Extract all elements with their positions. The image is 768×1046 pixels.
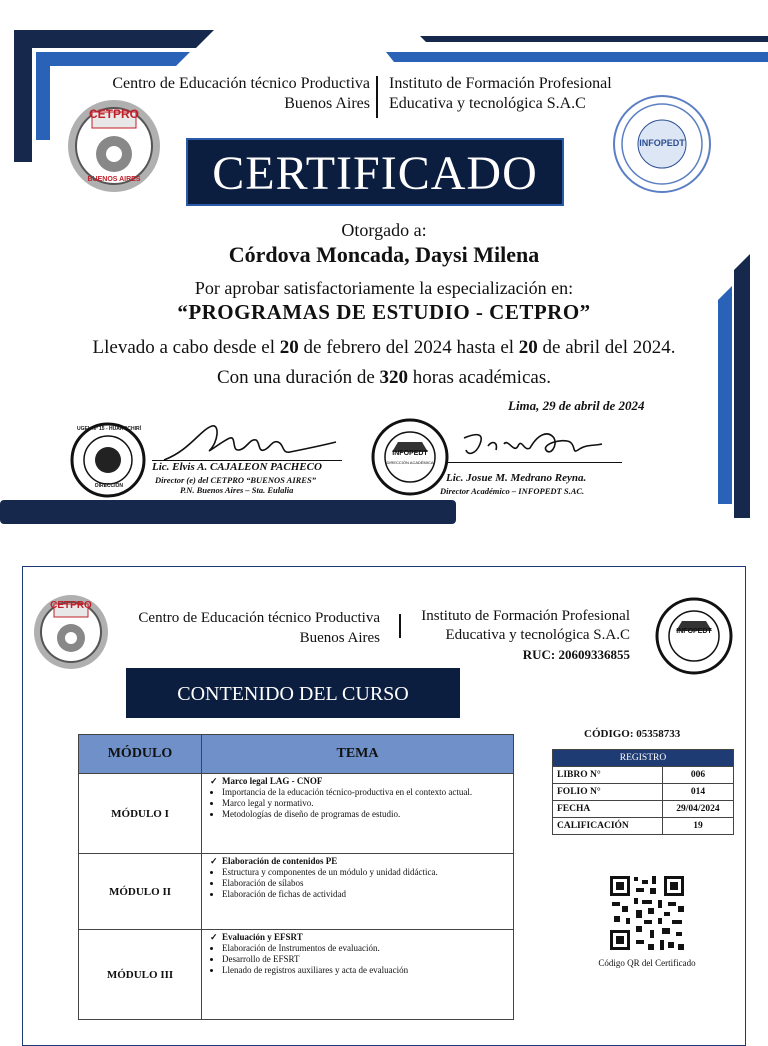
modules-table bbox=[78, 734, 514, 1020]
signature-2 bbox=[458, 424, 608, 464]
signer-1-location: P.N. Buenos Aires – Sta. Eulalia bbox=[180, 485, 294, 495]
table-row bbox=[553, 801, 734, 818]
institution-left-line1: Centro de Educación técnico Productiva bbox=[112, 75, 370, 92]
list-item: • Importancia de la educación técnico-productiva en el contexto actual. bbox=[222, 787, 505, 798]
institution-left-line2: Buenos Aires bbox=[284, 95, 370, 112]
content-institution-right-line1: Instituto de Formación Profesional bbox=[421, 608, 630, 624]
content-institution-left-line2: Buenos Aires bbox=[299, 630, 380, 646]
signature-line-2 bbox=[446, 462, 622, 463]
registry-label: FECHA bbox=[553, 801, 663, 818]
recipient-name: Córdova Moncada, Daysi Milena bbox=[228, 242, 540, 267]
topic-list bbox=[210, 787, 505, 820]
registry-value: 29/04/2024 bbox=[662, 801, 733, 818]
infopedt-stamp-small bbox=[654, 596, 734, 676]
course-content-title-box bbox=[126, 668, 460, 718]
institution-right-line1: Instituto de Formación Profesional bbox=[389, 75, 612, 92]
certificate-code: CÓDIGO: 05358733 bbox=[584, 728, 681, 740]
registry-value: 014 bbox=[662, 784, 733, 801]
registry-value: 19 bbox=[662, 818, 733, 835]
dates-text bbox=[0, 337, 768, 359]
certificate-title-box bbox=[186, 138, 564, 206]
infopedt-stamp-text: INFOPEDT bbox=[392, 450, 428, 457]
list-item: • Estructura y componentes de un módulo y unidad didáctica. bbox=[222, 867, 505, 878]
list-item: • Elaboración de fichas de actividad bbox=[222, 889, 505, 900]
certificate-title: CERTIFICADO bbox=[212, 147, 538, 200]
column-header-topic: TEMA bbox=[202, 735, 514, 774]
content-header-divider bbox=[399, 614, 401, 638]
registry-value: 006 bbox=[662, 767, 733, 784]
modules-table-header bbox=[79, 735, 514, 774]
duration-text bbox=[0, 367, 768, 389]
registry-label: LIBRO N° bbox=[553, 767, 663, 784]
institution-left bbox=[112, 74, 370, 114]
signer-2-role: Director Académico – INFOPEDT S.AC. bbox=[440, 486, 585, 496]
dates-post: de abril del 2024. bbox=[537, 337, 676, 358]
registry-table bbox=[552, 749, 734, 835]
list-item: • Metodologías de diseño de programas de estudio. bbox=[222, 809, 505, 820]
reason-text: Por aprobar satisfactoriamente la especialización en: bbox=[194, 278, 574, 298]
content-institution-left-line1: Centro de Educación técnico Productiva bbox=[138, 610, 380, 626]
cetpro-logo-subtext: BUENOS AIRES bbox=[87, 176, 141, 183]
header-divider bbox=[376, 76, 378, 118]
course-content-title: CONTENIDO DEL CURSO bbox=[177, 683, 409, 705]
list-item: • Marco legal y normativo. bbox=[222, 798, 505, 809]
awarded-to-label: Otorgado a: bbox=[341, 220, 427, 240]
infopedt-logo-text: INFOPEDT bbox=[639, 138, 685, 148]
ugel-stamp-text: UGEL Nº 15 - HUAROCHIRÍ bbox=[77, 426, 141, 432]
module-topics bbox=[202, 774, 514, 854]
content-institution-left bbox=[138, 608, 380, 648]
program-name: “PROGRAMAS DE ESTUDIO - CETPRO” bbox=[177, 300, 591, 324]
topic-list bbox=[210, 867, 505, 900]
cetpro-logo-text: CETPRO bbox=[88, 107, 139, 121]
institution-right bbox=[389, 74, 612, 114]
module-name: MÓDULO II bbox=[79, 854, 202, 930]
signer-1-name: Lic. Elvis A. CAJALEON PACHECO bbox=[152, 461, 322, 473]
table-row bbox=[553, 818, 734, 835]
institution-right-line2: Educativa y tecnológica S.A.C bbox=[389, 95, 586, 112]
qr-caption: Código QR del Certificado bbox=[598, 958, 696, 968]
column-header-module: MÓDULO bbox=[79, 735, 202, 774]
end-day: 20 bbox=[518, 337, 538, 358]
content-institution-right-line2: Educativa y tecnológica S.A.C bbox=[445, 627, 630, 643]
infopedt-stamp-small-text: INFOPEDT bbox=[676, 628, 712, 635]
module-topics bbox=[202, 930, 514, 1020]
table-row bbox=[79, 854, 514, 930]
topic-list bbox=[210, 943, 505, 976]
module-topics bbox=[202, 854, 514, 930]
table-row bbox=[553, 767, 734, 784]
place-date: Lima, 29 de abril de 2024 bbox=[508, 398, 645, 413]
ugel-stamp-subtext: DIRECCIÓN bbox=[94, 483, 124, 489]
table-row bbox=[553, 784, 734, 801]
list-item: • Elaboración de Instrumentos de evaluación. bbox=[222, 943, 505, 954]
module-heading: ✓ Marco legal LAG - CNOF bbox=[210, 776, 323, 786]
dates-pre: Llevado a cabo desde el bbox=[92, 337, 280, 358]
ruc-number: RUC: 20609336855 bbox=[522, 647, 630, 662]
table-row bbox=[79, 774, 514, 854]
module-heading: ✓ Elaboración de contenidos PE bbox=[210, 856, 338, 866]
start-day: 20 bbox=[279, 337, 299, 358]
cetpro-logo-small-text: CETPRO bbox=[50, 600, 92, 611]
module-name: MÓDULO III bbox=[79, 930, 202, 1020]
signer-2-name: Lic. Josue M. Medrano Reyna. bbox=[446, 472, 587, 484]
signer-1-role: Director (e) del CETPRO “BUENOS AIRES” bbox=[155, 475, 316, 485]
registry-label: FOLIO N° bbox=[553, 784, 663, 801]
registry-label: CALIFICACIÓN bbox=[553, 818, 663, 835]
module-name: MÓDULO I bbox=[79, 774, 202, 854]
list-item: • Elaboración de sílabos bbox=[222, 878, 505, 889]
hours-value: 320 bbox=[379, 367, 409, 388]
infopedt-stamp bbox=[370, 418, 450, 496]
qr-code[interactable] bbox=[608, 874, 686, 952]
module-heading: ✓ Evaluación y EFSRT bbox=[210, 932, 303, 942]
list-item: • Llenado de registros auxiliares y acta de evaluación bbox=[222, 965, 505, 976]
list-item: • Desarrollo de EFSRT bbox=[222, 954, 505, 965]
dates-mid: de febrero del 2024 hasta el bbox=[298, 337, 519, 358]
table-row bbox=[79, 930, 514, 1020]
infopedt-stamp-subtext: DIRECCIÓN ACADÉMICA bbox=[386, 460, 434, 465]
content-institution-right bbox=[421, 607, 630, 665]
duration-post: horas académicas. bbox=[408, 367, 551, 388]
duration-pre: Con una duración de bbox=[217, 367, 380, 388]
registry-title: REGISTRO bbox=[553, 750, 734, 767]
